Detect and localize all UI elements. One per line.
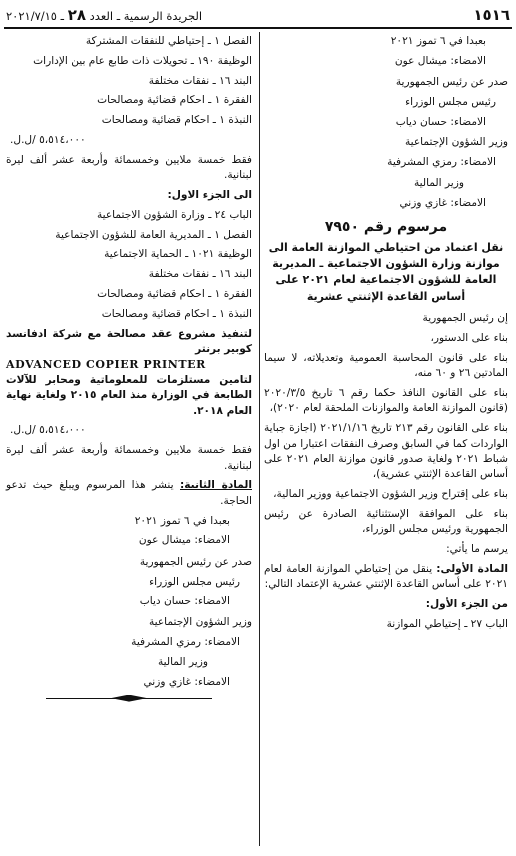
from-section: الفصل ١ ـ إحتياطي للنفقات المشتركة [85,35,252,47]
preamble-law-6: بناء على القانون النافذ حكما رقم ٦ تاريخ ٢٠٢٠/٣/٥ (قانون الموازنة العامة والموازنات الملحقة لعام ٢٠٢٠)، [264,387,508,415]
header-rule [4,27,512,29]
to-paragraph: الفقرة ١ ـ احكام قضائية ومصالحات [97,287,252,300]
pm-title-2: رئيس مجلس الوزراء [149,575,240,588]
from-amount: ٥،٥١٤،٠٠٠ /ل.ل. [10,133,86,146]
to-amount: ٥،٥١٤،٠٠٠ /ل.ل. [10,424,86,437]
social-minister-title-2: وزير الشؤون الإجتماعية [148,615,252,628]
from-chapter: الباب ٢٧ ـ إحتياطي الموازنة [386,618,508,631]
from-amount-words: فقط خمسة ملايين وخمسمائة وأربعة عشر ألف ليرة لبنانية. [6,153,252,182]
preamble-approval: بناء على الموافقة الإستثنائية الصادرة عن رئيس الجمهورية ورئيس مجلس الوزراء، [264,508,508,536]
column-divider [259,32,260,846]
finance-minister-title: وزير المالية [413,177,464,190]
finance-minister-signature-2: الامضاء: غازي وزني [143,675,230,688]
to-amount-words: فقط خمسة ملايين وخمسمائة وأربعة عشر ألف ليرة لبنانية. [6,444,252,472]
president-signature: الامضاء: ميشال عون [394,54,486,67]
decree-title: نقل اعتماد من احتياطي الموازنة العامة الى موازنة وزارة الشؤون الاجتماعية ـ المديرية العامة للشؤون الاجتماعية لعام ٢٠٢١ على أساس القاعدة الإثنتي عشرية [268,240,504,303]
preamble-constitution: بناء على الدستور، [430,332,508,345]
from-function: الوظيفة ١٩٠ ـ تحويلات ذات طابع عام بين الإدارات [33,54,252,67]
article-one-label: المادة الأولى: [436,563,508,576]
issue-date: ـ ٢٠٢١/٧/١٥ [6,9,65,23]
page-number: ١٥١٦ [473,6,510,24]
from-paragraph: الفقرة ١ ـ احكام قضائية ومصالحات [97,94,252,107]
pm-signature: الامضاء: حسان دياب [395,115,486,128]
issued-by-2: صدر عن رئيس الجمهورية [139,555,252,568]
preamble-president: إن رئيس الجمهورية [422,312,508,325]
decree-number: مرسوم رقم ٧٩٥٠ [324,218,448,235]
to-item: البند ١٦ ـ نفقات مختلفة [148,268,252,281]
from-item: البند ١٦ ـ نفقات مختلفة [148,74,252,87]
preamble-law-213: بناء على القانون رقم ٢١٣ تاريخ ٢٠٢١/١/١٦ (اجازة جباية الواردات كما في السابق وصرف النفقات اعتبارا من اول شباط ٢٠٢١ ولغاية صدور قانون موازنة العام ٢٠٢١ على أساس القاعدة الإثنتي عشرية)، [264,422,508,481]
article-one-text: ينقل من إحتياطي الموازنة العامة لعام ٢٠٢١ على أساس القاعدة الإثنتي عشرية الإعتماد التالي: [264,563,508,591]
president-signature-2: الامضاء: ميشال عون [138,534,230,547]
left-column [6,34,252,709]
purpose-text-2: لتامين مستلزمات للمعلوماتية ومحابر للآلات الطابعة في الوزارة منذ العام ٢٠١٥ ولغاية نهاية العام ٢٠١٨. [6,373,252,417]
social-minister-signature-2: الامضاء: رمزي المشرفية [131,635,240,648]
end-divider [6,695,252,703]
purpose-text-1: لتنفيذ مشروع عقد مصالحة مع شركة ادفانسد كوبير برنتر [6,327,252,355]
to-section: الفصل ١ ـ المديرية العامة للشؤون الاجتماعية [55,228,252,241]
to-chapter: الباب ٢٤ ـ وزارة الشؤون الاجتماعية [96,208,252,221]
article-two-label: المادة الثانية: [180,479,252,492]
signing-place-date: بعبدا في ٦ تموز ٢٠٢١ [390,35,486,47]
social-minister-signature: الامضاء: رمزي المشرفية [387,156,496,168]
right-column [264,34,508,637]
company-name: ADVANCED COPIER PRINTER [6,358,206,372]
finance-minister-signature: الامضاء: غازي وزني [399,197,486,210]
pm-title: رئيس مجلس الوزراء [405,96,496,108]
decrees-the-following: يرسم ما يأتي: [446,543,508,556]
gazette-title [6,6,202,24]
finance-minister-title-2: وزير المالية [157,656,208,668]
to-subparagraph: النبذة ١ ـ احكام قضائية ومصالحات [101,307,252,320]
divider-ornament [111,695,147,702]
from-part-label: من الجزء الأول: [425,598,508,611]
to-part-label: الى الجزء الاول: [167,188,252,201]
signing-place-date-2: بعبدا في ٦ تموز ٢٠٢١ [134,514,230,527]
from-subparagraph: النبذة ١ ـ احكام قضائية ومصالحات [101,114,252,127]
preamble-proposal: بناء على إقتراح وزير الشؤون الاجتماعية ووزير المالية، [273,488,508,501]
article-two [6,478,252,509]
issue-number: ٢٨ [67,6,86,24]
issued-by: صدر عن رئيس الجمهورية [395,76,508,89]
article-two-text: ينشر هذا المرسوم ويبلغ حيث تدعو الحاجة. [6,479,252,507]
page-header [0,0,516,30]
to-function: الوظيفة ١٠٢١ ـ الحماية الاجتماعية [104,248,252,261]
article-one [264,562,508,593]
preamble-accounting-law: بناء على قانون المحاسبة العمومية وتعديلاته، لا سيما المادتين ٢٦ و ٦٠ منه، [264,351,508,380]
social-minister-title: وزير الشؤون الإجتماعية [404,136,508,149]
gazette-name: الجريدة الرسمية ـ العدد [89,9,203,23]
pm-signature-2: الامضاء: حسان دياب [139,595,230,608]
